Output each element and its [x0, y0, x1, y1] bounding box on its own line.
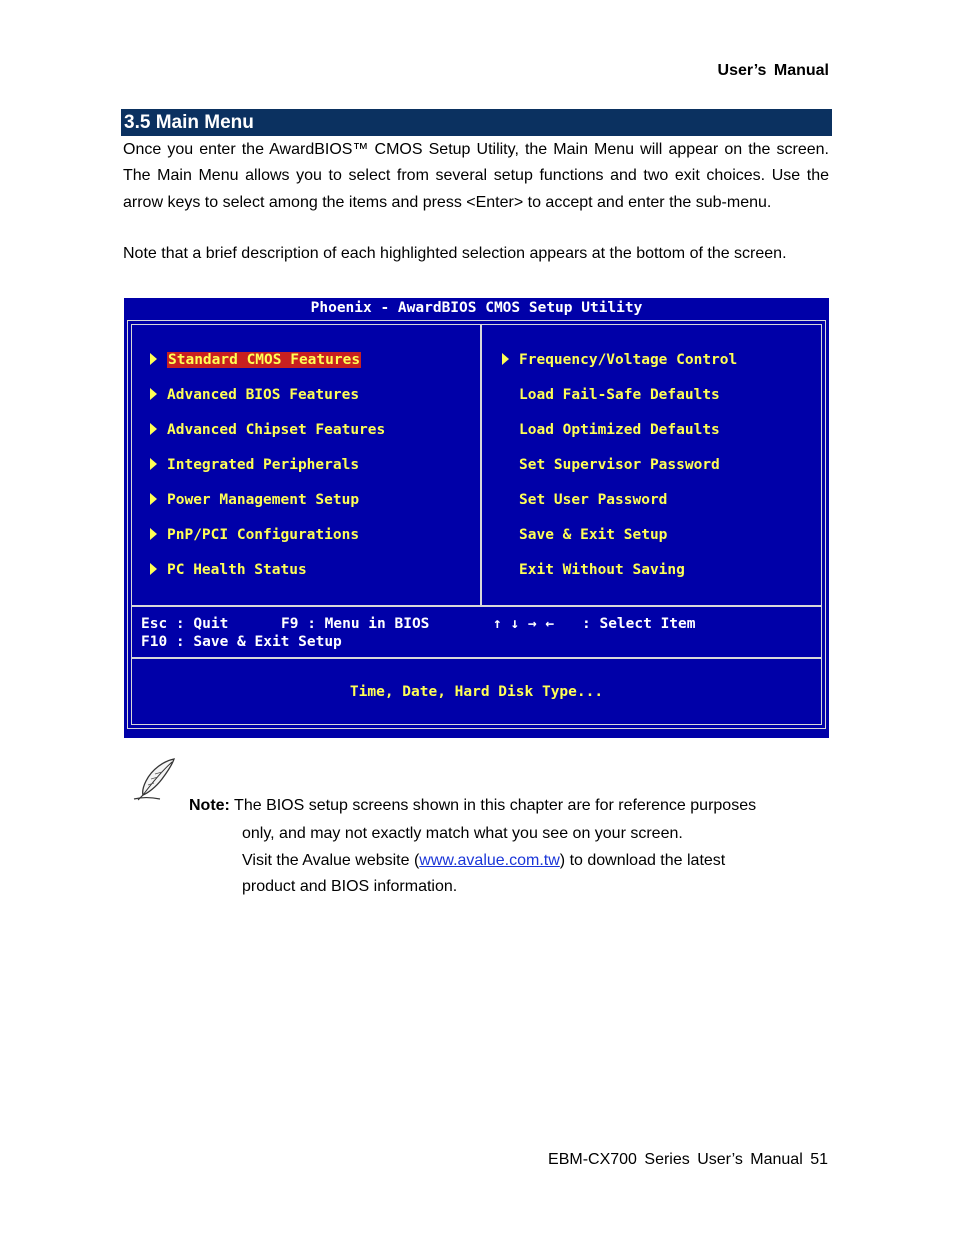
bios-divider-keys [131, 605, 822, 607]
bios-column-divider [480, 324, 482, 606]
submenu-arrow-icon [150, 388, 157, 400]
submenu-arrow-icon [150, 458, 157, 470]
key-f9-menu: F9 : Menu in BIOS [281, 616, 430, 632]
note-line-4: product and BIOS information. [242, 878, 458, 895]
bios-help-text: Time, Date, Hard Disk Type... [349, 684, 604, 700]
bios-menu-item-exit-without-saving[interactable]: Exit Without Saving [519, 562, 685, 578]
bios-menu-item-advanced-chipset[interactable]: Advanced Chipset Features [150, 420, 385, 440]
bios-menu-item-standard-cmos[interactable]: Standard CMOS Features [150, 350, 361, 370]
note-line-2: only, and may not exactly match what you see on your screen. [242, 825, 683, 842]
bios-menu-item-frequency-voltage[interactable]: Frequency/Voltage Control [502, 350, 737, 370]
page-footer: EBM-CX700 Series User’s Manual 51 [548, 1151, 828, 1168]
bios-menu-item-save-exit[interactable]: Save & Exit Setup [519, 527, 668, 543]
avalue-website-link[interactable]: www.avalue.com.tw [419, 852, 560, 869]
bios-menu-item-pnp-pci[interactable]: PnP/PCI Configurations [150, 525, 359, 545]
bios-title: Phoenix - AwardBIOS CMOS Setup Utility [310, 300, 643, 316]
submenu-arrow-icon [150, 493, 157, 505]
bios-menu-item-load-failsafe[interactable]: Load Fail-Safe Defaults [519, 387, 720, 403]
bios-menu-item-power-management[interactable]: Power Management Setup [150, 490, 359, 510]
submenu-arrow-icon [150, 528, 157, 540]
manual-header: User’s Manual [717, 62, 829, 79]
submenu-arrow-icon [150, 563, 157, 575]
submenu-arrow-icon [150, 423, 157, 435]
submenu-arrow-icon [150, 353, 157, 365]
key-esc-quit: Esc : Quit [141, 616, 229, 632]
section-title: 3.5 Main Menu [121, 109, 832, 136]
bios-menu-item-pc-health[interactable]: PC Health Status [150, 560, 307, 580]
submenu-arrow-icon [502, 353, 509, 365]
feather-pen-icon [130, 755, 180, 803]
bios-menu-item-supervisor-password[interactable]: Set Supervisor Password [519, 457, 720, 473]
key-f10-save-exit: F10 : Save & Exit Setup [141, 634, 342, 650]
bios-menu-item-user-password[interactable]: Set User Password [519, 492, 668, 508]
key-select-item: : Select Item [582, 616, 696, 632]
intro-paragraph-1: Once you enter the AwardBIOS™ CMOS Setup Utility, the Main Menu will appear on the screen. The Main Menu allows you to select from several setup functions and two exit choices. Use the arrow keys to select among the items and press <Enter> to accept and enter the sub-menu. [123, 141, 829, 211]
note-line-1: Note: The BIOS setup screens shown in this chapter are for reference purposes [189, 797, 757, 814]
bios-menu-item-load-optimized[interactable]: Load Optimized Defaults [519, 422, 720, 438]
intro-paragraph-2: Note that a brief description of each highlighted selection appears at the bottom of the screen. [123, 245, 787, 262]
bios-screenshot [124, 298, 829, 738]
bios-menu-item-advanced-bios[interactable]: Advanced BIOS Features [150, 385, 359, 405]
key-arrows-icon: ↑ ↓ → ← [493, 616, 555, 632]
note-label: Note: [189, 797, 230, 814]
note-line-3: Visit the Avalue website (www.avalue.com.tw) to download the latest [242, 852, 726, 869]
bios-divider-help [131, 657, 822, 659]
bios-menu-item-integrated-peripherals[interactable]: Integrated Peripherals [150, 455, 359, 475]
